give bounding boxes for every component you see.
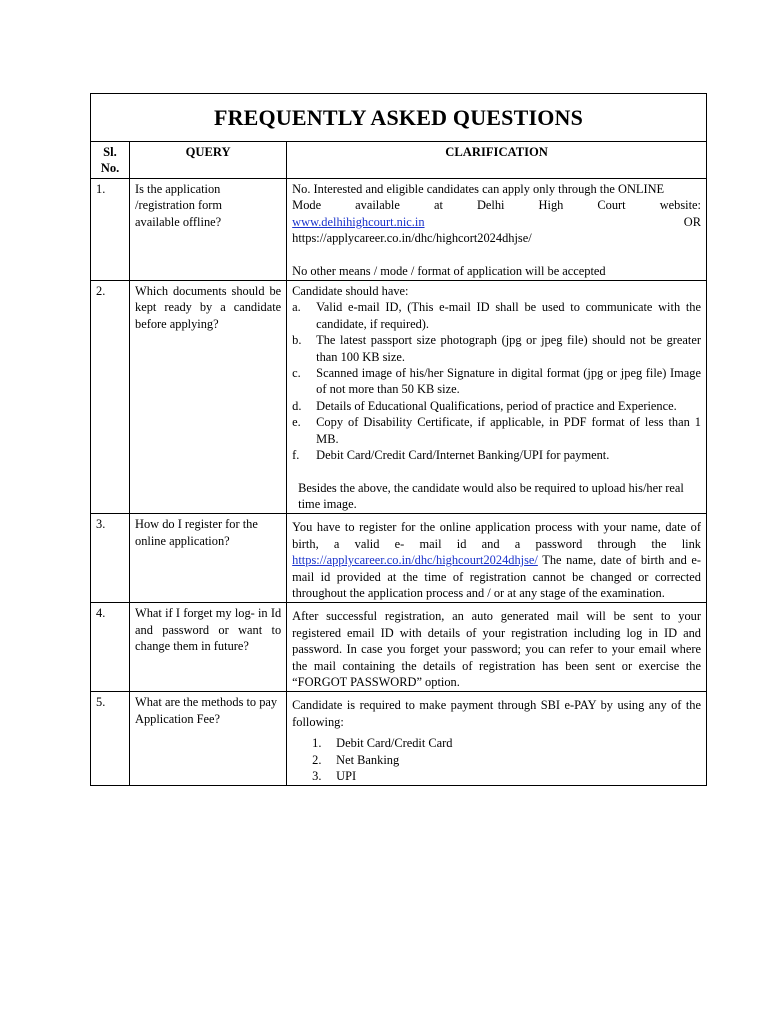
- list-item: a. Valid e-mail ID, (This e-mail ID shall be used to communicate with the candidate, if required).: [292, 300, 701, 331]
- query-cell: How do I register for the online application?: [130, 514, 287, 603]
- table-row: [91, 603, 707, 692]
- clarification-note: No other means / mode / format of application will be accepted: [292, 263, 606, 278]
- list-item: e. Copy of Disability Certificate, if applicable, in PDF format of less than 1 MB.: [292, 415, 701, 446]
- list-item: f. Debit Card/Credit Card/Internet Banking/UPI for payment.: [292, 448, 610, 463]
- query-cell: Which documents should be kept ready by a candidate before applying?: [130, 281, 287, 514]
- query-cell: Is the application /registration form available offline?: [130, 179, 287, 281]
- query-cell: What are the methods to pay Application Fee?: [130, 692, 287, 786]
- row-number: 2.: [91, 281, 130, 514]
- clarification-text: Mode available at Delhi High Court website:: [292, 198, 701, 213]
- table-row: [91, 692, 707, 786]
- clarification-text: No. Interested and eligible candidates can apply only through the ONLINE: [292, 182, 665, 196]
- list-item: 3. UPI: [312, 769, 357, 783]
- clarification-intro: Candidate should have:: [292, 284, 409, 299]
- header-row: [91, 142, 707, 179]
- clarification-intro: Candidate is required to make payment through SBI e-PAY by using any of the following:: [292, 698, 701, 729]
- row-number: 5.: [91, 692, 130, 786]
- table-row: [91, 514, 707, 603]
- table-row: [91, 179, 707, 281]
- list-item: 1. Debit Card/Credit Card: [312, 736, 453, 751]
- clarification-links: [292, 214, 701, 230]
- list-item: 2. Net Banking: [312, 752, 400, 767]
- query-cell: What if I forget my log- in Id and password or want to change them in future?: [130, 603, 287, 692]
- or-label: OR: [683, 214, 701, 229]
- row-number: 1.: [91, 179, 130, 281]
- clarification-text: You have to register for the online application process with your name, date of birth, a valid e- mail id and a password through the link: [292, 520, 701, 551]
- clarification-text: The name, date of birth and e-mail id provided at the time of registration cannot be changed or corrected throughout the application process and / or at any stage of the examination.: [292, 553, 701, 600]
- registration-link[interactable]: https://applycareer.co.in/dhc/highcourt2024dhjse/: [292, 553, 538, 568]
- clarification-cell: [287, 179, 707, 281]
- list-item: b. The latest passport size photograph (jpg or jpeg file) should not be greater than 100 KB size.: [292, 333, 701, 364]
- clarification-cell: [287, 692, 707, 786]
- header-clarification: CLARIFICATION: [287, 142, 707, 179]
- payment-methods-list: [292, 735, 701, 784]
- clarification-cell: [287, 281, 707, 514]
- header-query: QUERY: [130, 142, 287, 179]
- clarification-url: https://applycareer.co.in/dhc/highcort2024dhjse/: [292, 231, 532, 246]
- clarification-cell: After successful registration, an auto generated mail will be sent to your registered email ID with details of your registration including log in ID and password. In case you forget your password; you can refer to your email where the mail containing the details of registration has been sent or exercise the “FORGOT PASSWORD” option.: [287, 603, 707, 692]
- clarification-cell: [287, 514, 707, 603]
- page-title: FREQUENTLY ASKED QUESTIONS: [91, 94, 707, 142]
- list-item: d. Details of Educational Qualifications, period of practice and Experience.: [292, 398, 677, 413]
- faq-table: [90, 93, 707, 786]
- row-number: 4.: [91, 603, 130, 692]
- title-row: [91, 94, 707, 142]
- list-item: c. Scanned image of his/her Signature in digital format (jpg or jpeg file) Image of not more than 50 KB size.: [292, 366, 701, 397]
- row-number: 3.: [91, 514, 130, 603]
- header-sl: Sl. No.: [91, 142, 130, 179]
- table-row: [91, 281, 707, 514]
- clarification-outro: Besides the above, the candidate would also be required to upload his/her real time image.: [298, 480, 684, 511]
- document-list: [292, 299, 701, 463]
- website-link[interactable]: www.delhihighcourt.nic.in: [292, 214, 425, 229]
